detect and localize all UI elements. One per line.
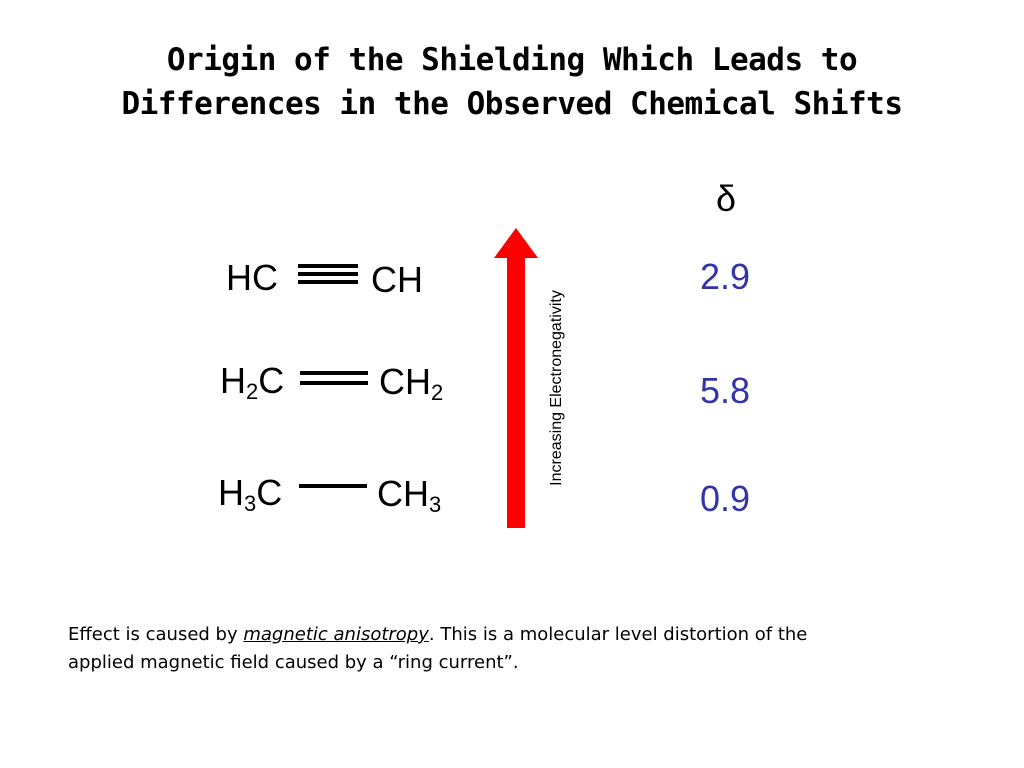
arrow-label-text: Increasing Electronegativity <box>548 290 565 486</box>
molecule-2-left <box>220 360 285 404</box>
title-line-1: Origin of the Shielding Which Leads to <box>166 42 858 78</box>
molecule-1-right <box>371 260 423 300</box>
electronegativity-arrow-icon <box>490 224 550 530</box>
shift-value-2: 5.8 <box>700 370 751 411</box>
molecule-2-right-text: CH <box>379 361 431 402</box>
double-bond <box>300 371 368 385</box>
molecule-3-right <box>377 473 442 517</box>
molecule-1-left-text: HC <box>226 257 278 298</box>
note-emphasis: magnetic anisotropy <box>243 624 429 645</box>
note-line-1 <box>68 621 968 649</box>
note-suffix: . This is a molecular level distortion of the <box>428 624 808 645</box>
molecule-2-left-tail: C <box>258 360 285 401</box>
molecule-3-left <box>218 472 283 516</box>
molecule-1-left <box>226 258 278 298</box>
molecule-2-right <box>379 361 444 405</box>
molecule-2-left-subscript: 2 <box>246 379 259 404</box>
molecule-3-left-text: H <box>218 472 244 513</box>
note-prefix: Effect is caused by <box>68 624 244 645</box>
note-line-2: applied magnetic field caused by a “ring current”. <box>68 652 519 673</box>
explanation-note <box>68 621 968 677</box>
delta-symbol: δ <box>716 178 737 219</box>
triple-bond <box>298 264 358 286</box>
molecule-3-left-tail: C <box>256 472 283 513</box>
molecule-3-right-subscript: 3 <box>429 492 442 517</box>
molecule-3-left-subscript: 3 <box>244 491 257 516</box>
molecule-2-right-subscript: 2 <box>431 380 444 405</box>
molecule-2-left-text: H <box>220 360 246 401</box>
molecule-3-right-text: CH <box>377 473 429 514</box>
single-bond <box>299 484 367 488</box>
shift-value-1: 2.9 <box>700 256 751 297</box>
slide-title <box>0 38 1024 126</box>
shift-value-3: 0.9 <box>700 478 751 519</box>
molecule-1-right-text: CH <box>371 259 423 300</box>
title-line-2: Differences in the Observed Chemical Shifts <box>121 86 903 122</box>
